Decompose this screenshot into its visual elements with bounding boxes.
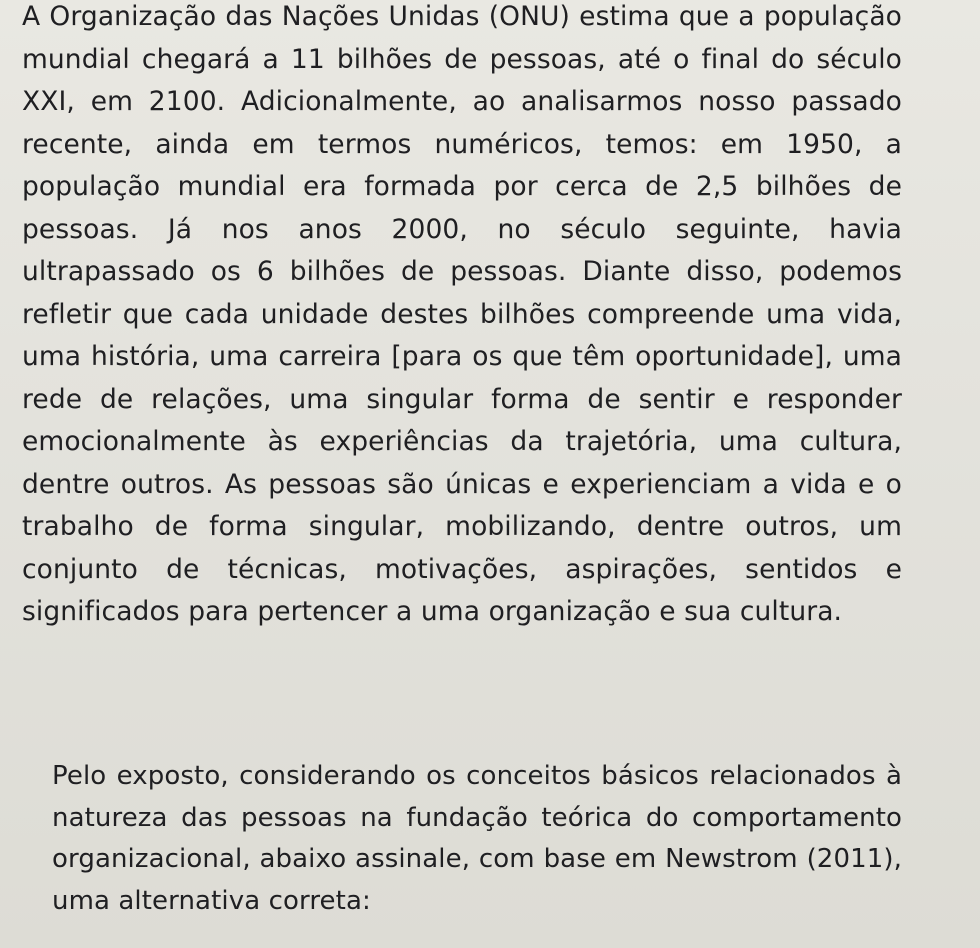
text-paragraph: A Organização das Nações Unidas (ONU) estima que a população mundial chegará a 11 bilhões de pessoas, até o final do século XXI, em 2100. Adicionalmente, ao analisarmos nosso passado recente, ainda em termos numéricos, temos: em 1950, a população mundial era formada por cerca de 2,5 bilhões de pessoas. Já nos anos 2000, no século seguinte, havia ultrapassado os 6 bilhões de pessoas. Diante disso, podemos refletir que cada unidade destes bilhões compreende uma vida, uma história, uma carreira [para os que têm oportunidade], uma rede de relações, uma singular forma de sentir e responder emocionalmente às experiências da trajetória, uma cultura, dentre outros. As pessoas são únicas e experienciam a vida e o trabalho de forma singular, mobilizando, dentre outros, um conjunto de técnicas, motivações, aspirações, sentidos e significados para pertencer a uma organização e sua cultura. [22, 1, 902, 627]
question-prompt: Pelo exposto, considerando os conceitos básicos relacionados à natureza das pessoas na fundação teórica do comportamento organizacional, abaixo assinale, com base em Newstrom (2011), uma alternativa correta: [52, 761, 902, 916]
